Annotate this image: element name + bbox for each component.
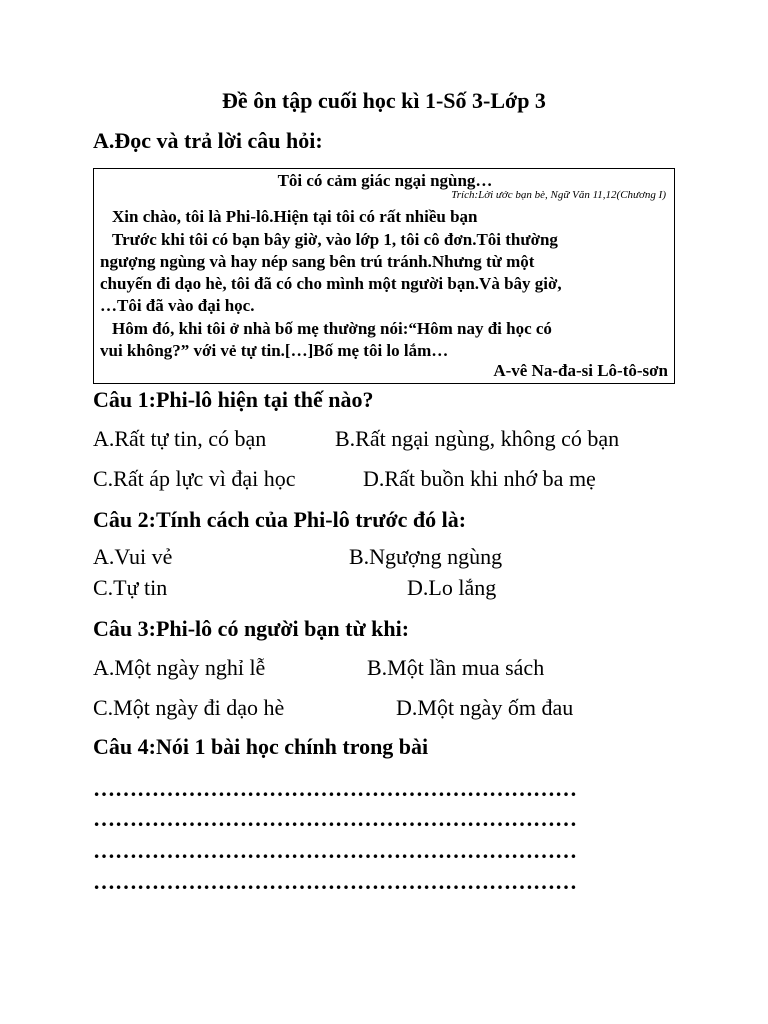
- q3-option-c: C.Một ngày đi dạo hè: [93, 695, 285, 720]
- q1-option-a: A.Rất tự tin, có bạn: [93, 426, 267, 451]
- answer-line: …………………………………………………………: [93, 806, 577, 831]
- question-2: Câu 2:Tính cách của Phi-lô trước đó là:: [93, 507, 467, 532]
- passage-title: Tôi có cảm giác ngại ngùng…: [277, 171, 493, 190]
- question-3: Câu 3:Phi-lô có người bạn từ khi:: [93, 616, 410, 641]
- answer-line: …………………………………………………………: [93, 838, 577, 863]
- passage-line: Hôm đó, khi tôi ở nhà bố mẹ thường nói:“Hôm nay đi học có: [112, 319, 552, 338]
- question-1: Câu 1:Phi-lô hiện tại thế nào?: [93, 387, 374, 412]
- passage-source: Trích:Lời ước bạn bè, Ngữ Văn 11,12(Chương I): [451, 189, 666, 201]
- reading-passage-box: [93, 168, 675, 384]
- q1-option-b: B.Rất ngại ngùng, không có bạn: [335, 426, 620, 451]
- q1-option-d: D.Rất buồn khi nhớ ba mẹ: [363, 466, 596, 491]
- q2-option-b: B.Ngượng ngùng: [349, 544, 503, 569]
- q3-option-d: D.Một ngày ốm đau: [396, 695, 574, 720]
- q1-option-c: C.Rất áp lực vì đại học: [93, 466, 296, 491]
- passage-author: A-vê Na-đa-si Lô-tô-sơn: [493, 361, 668, 380]
- passage-line: chuyến đi dạo hè, tôi đã có cho mình một người bạn.Và bây giờ,: [100, 274, 562, 293]
- question-4: Câu 4:Nói 1 bài học chính trong bài: [93, 734, 429, 759]
- q2-option-a: A.Vui vẻ: [93, 544, 173, 569]
- page-title: Đề ôn tập cuối học kì 1-Số 3-Lớp 3: [222, 88, 546, 113]
- answer-line: …………………………………………………………: [93, 869, 577, 894]
- passage-line: Trước khi tôi có bạn bây giờ, vào lớp 1, tôi cô đơn.Tôi thường: [112, 230, 558, 249]
- passage-line: Xin chào, tôi là Phi-lô.Hiện tại tôi có rất nhiều bạn: [112, 207, 478, 226]
- section-a-heading: A.Đọc và trả lời câu hỏi:: [93, 128, 323, 153]
- q3-option-a: A.Một ngày nghỉ lễ: [93, 655, 266, 680]
- passage-line: vui không?” với vẻ tự tin.[…]Bố mẹ tôi lo lắm…: [100, 341, 449, 360]
- q2-option-d: D.Lo lắng: [407, 575, 497, 600]
- q3-option-b: B.Một lần mua sách: [367, 655, 545, 680]
- q2-option-c: C.Tự tin: [93, 575, 168, 600]
- passage-line: …Tôi đã vào đại học.: [100, 296, 255, 315]
- passage-line: ngượng ngùng và hay nép sang bên trú tránh.Nhưng từ một: [100, 252, 535, 271]
- answer-line: …………………………………………………………: [93, 776, 577, 801]
